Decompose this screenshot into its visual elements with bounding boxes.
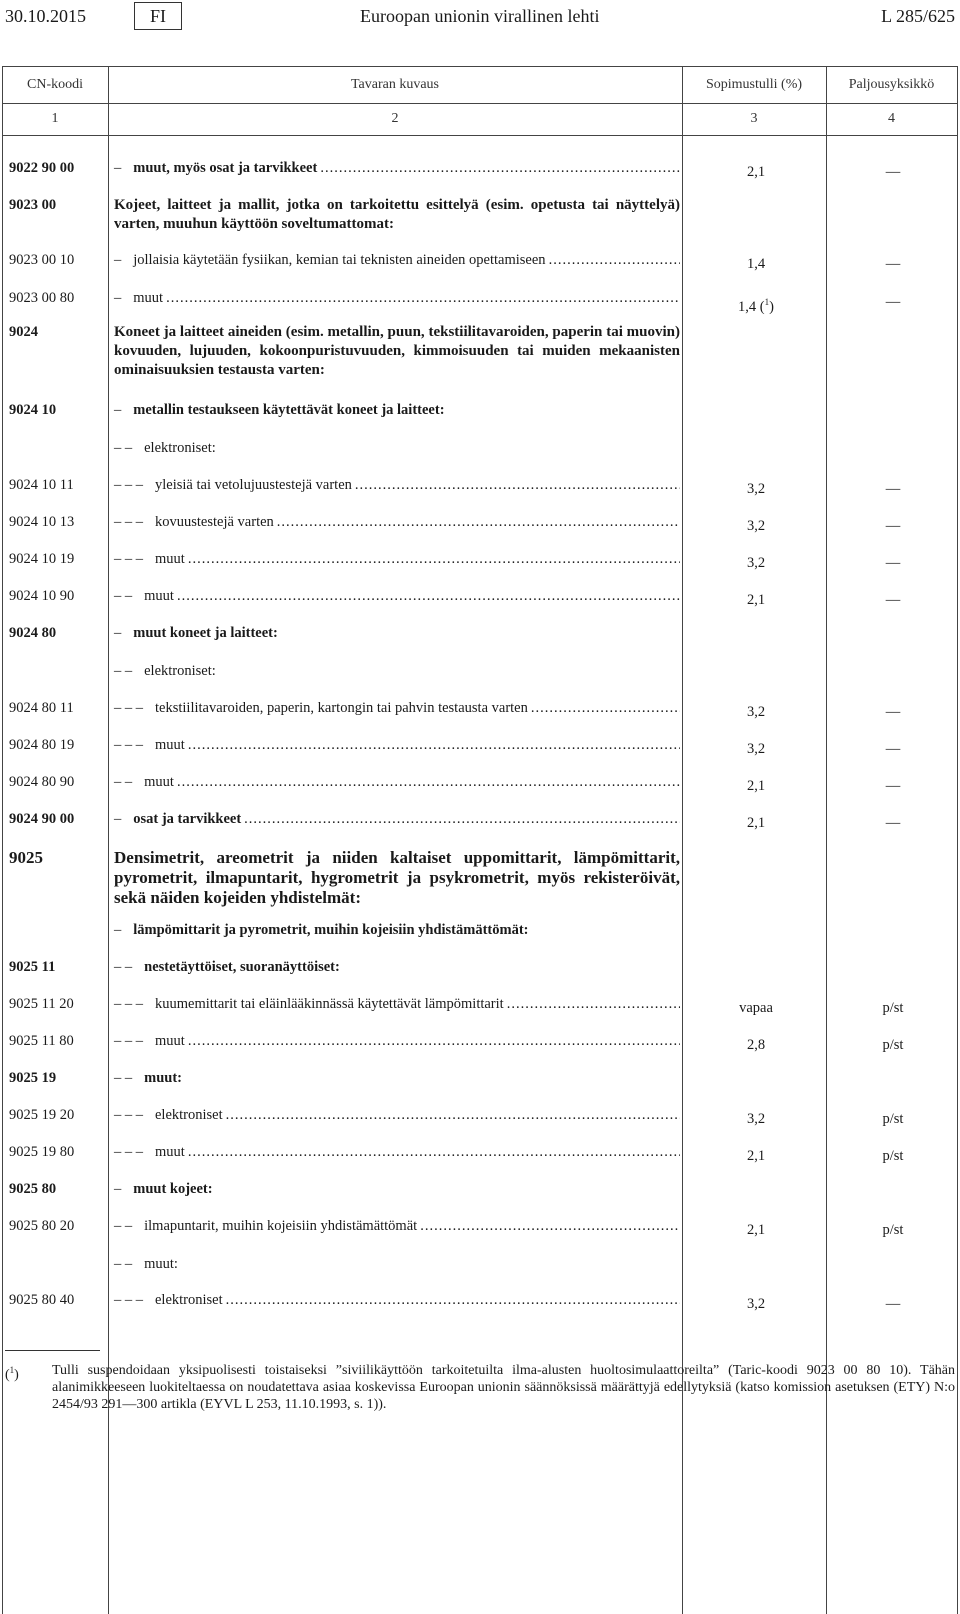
- duty-rate: 3,2: [746, 741, 766, 757]
- description-text: muut, myös osat ja tarvikkeet: [133, 160, 318, 176]
- supplementary-unit: —: [885, 256, 901, 272]
- description-text: nestetäyttöiset, suoranäyttöiset:: [144, 959, 340, 975]
- duty-rate: 1,4: [746, 256, 766, 272]
- dot-leader: [320, 159, 680, 178]
- footnote-marker: ($^1$): [5, 1365, 19, 1383]
- cn-code: 9025 11 20: [9, 996, 74, 1012]
- indent-dashes: – – –: [114, 737, 143, 753]
- duty-rate: 1,4 ($^1$): [738, 297, 774, 315]
- indent-dashes: – – –: [114, 514, 143, 530]
- duty-rate: 2,1: [746, 1222, 766, 1238]
- indent-dashes: – –: [114, 440, 133, 456]
- description: [114, 921, 680, 940]
- description-text: elektroniset:: [144, 440, 216, 456]
- cn-code: 9023 00 10: [9, 252, 75, 268]
- heading-text: Kojeet, laitteet ja mallit, jotka on tarkoitettu esittelyä (esim. opetusta tai näyttelyä) varten, muuhun käyttöön soveltumattomat:: [114, 197, 680, 232]
- cn-code: 9025 80 20: [9, 1218, 75, 1234]
- duty-rate: 2,1: [746, 1148, 766, 1164]
- cn-code: 9024 80 11: [9, 700, 74, 716]
- supplementary-unit: p/st: [882, 1000, 904, 1016]
- indent-dashes: – – –: [114, 477, 143, 493]
- supplementary-unit: p/st: [882, 1037, 904, 1053]
- description-text: kovuustestejä varten: [155, 514, 274, 530]
- description-text: muut: [155, 1144, 185, 1160]
- language-badge: FI: [134, 2, 182, 30]
- column-header-description: Tavaran kuvaus: [350, 77, 440, 92]
- cn-code: 9022 90 00: [9, 160, 75, 176]
- cn-code: 9025 19 20: [9, 1107, 75, 1123]
- supplementary-unit: —: [885, 555, 901, 571]
- description-text: muut:: [144, 1070, 182, 1086]
- duty-rate: 3,2: [746, 555, 766, 571]
- indent-dashes: –: [114, 252, 122, 268]
- description-text: kuumemittarit tai eläinlääkinnässä käytettävät lämpömittarit: [155, 996, 504, 1012]
- description: [114, 196, 680, 234]
- indent-dashes: –: [114, 922, 122, 938]
- description-text: muut: [133, 290, 164, 306]
- cn-code: 9024 10 90: [9, 588, 75, 604]
- duty-rate: 3,2: [746, 704, 766, 720]
- duty-rate: 2,1: [746, 592, 766, 608]
- page-number: L 285/625: [881, 6, 955, 26]
- indent-dashes: – – –: [114, 1292, 143, 1308]
- supplementary-unit: —: [885, 294, 901, 310]
- dot-leader: [549, 251, 680, 270]
- indent-dashes: –: [114, 402, 122, 418]
- dot-leader: [188, 1032, 680, 1051]
- indent-dashes: – – –: [114, 700, 143, 716]
- column-number-1: 1: [51, 111, 59, 126]
- supplementary-unit: p/st: [882, 1111, 904, 1127]
- journal-title: Euroopan unionin virallinen lehti: [360, 6, 600, 26]
- dot-leader: [226, 1291, 680, 1310]
- description: [114, 159, 680, 178]
- dot-leader: [277, 513, 680, 532]
- supplementary-unit: —: [885, 704, 901, 720]
- dot-leader: [420, 1217, 680, 1236]
- dot-leader: [177, 587, 680, 606]
- indent-dashes: – – –: [114, 1144, 143, 1160]
- description: [114, 1180, 680, 1199]
- description-text: elektroniset: [155, 1107, 223, 1123]
- indent-dashes: – – –: [114, 1033, 143, 1049]
- description-text: tekstiilitavaroiden, paperin, kartongin tai pahvin testausta varten: [155, 700, 528, 716]
- description: [114, 289, 680, 308]
- cn-code: 9024 80: [9, 625, 57, 641]
- supplementary-unit: —: [885, 164, 901, 180]
- page-header: [0, 0, 960, 40]
- description-text: elektroniset:: [144, 663, 216, 679]
- description-text: muut: [155, 1033, 185, 1049]
- description: [114, 958, 680, 977]
- supplementary-unit: —: [885, 481, 901, 497]
- description-text: yleisiä tai vetolujuustestejä varten: [155, 477, 352, 493]
- cn-code: 9025: [9, 848, 43, 867]
- duty-rate: 3,2: [746, 1296, 766, 1312]
- indent-dashes: – –: [114, 959, 133, 975]
- supplementary-unit: —: [885, 1296, 901, 1312]
- indent-dashes: –: [114, 625, 122, 641]
- description-text: osat ja tarvikkeet: [133, 811, 242, 827]
- cn-code: 9025 19 80: [9, 1144, 75, 1160]
- cn-code: 9023 00: [9, 197, 57, 213]
- dot-leader: [531, 699, 680, 718]
- heading-text: Koneet ja laitteet aineiden (esim. metallin, puun, tekstiilitavaroiden, paperin tai muovin) kovuuden, lujuuden, kokoonpuristuvuuden, kimmoisuuden tai muiden mekaanisten ominaisuuksien testausta varten:: [114, 324, 680, 378]
- indent-dashes: – –: [114, 1256, 133, 1272]
- supplementary-unit: p/st: [882, 1222, 904, 1238]
- description: [114, 476, 680, 495]
- description: [114, 439, 680, 458]
- cn-code: 9025 19: [9, 1070, 57, 1086]
- description: [114, 662, 680, 681]
- dot-leader: [226, 1106, 680, 1125]
- column-header-cn-code: CN-koodi: [27, 77, 83, 92]
- cn-code: 9024 10: [9, 402, 57, 418]
- column-header-duty: Sopimustulli (%): [705, 77, 803, 92]
- description-text: muut koneet ja laitteet:: [133, 625, 278, 641]
- indent-dashes: – – –: [114, 1107, 143, 1123]
- column-number-4: 4: [888, 111, 895, 126]
- indent-dashes: –: [114, 290, 122, 306]
- supplementary-unit: —: [885, 778, 901, 794]
- supplementary-unit: p/st: [882, 1148, 904, 1164]
- header-rule: [2, 103, 958, 104]
- duty-footnote-ref: ($^1$): [756, 297, 774, 315]
- table-top-rule: [2, 66, 958, 67]
- description-text: muut:: [144, 1256, 178, 1272]
- indent-dashes: –: [114, 811, 122, 827]
- indent-dashes: – –: [114, 1218, 133, 1234]
- indent-dashes: – –: [114, 1070, 133, 1086]
- dot-leader: [188, 736, 680, 755]
- description: [114, 810, 680, 829]
- description: [114, 773, 680, 792]
- dot-leader: [355, 476, 680, 495]
- description: [114, 624, 680, 643]
- description: [114, 587, 680, 606]
- supplementary-unit: —: [885, 815, 901, 831]
- indent-dashes: – –: [114, 774, 133, 790]
- column-number-rule: [2, 135, 958, 136]
- description: [114, 1106, 680, 1125]
- description: [114, 401, 680, 420]
- description-text: muut: [144, 774, 174, 790]
- cn-code: 9023 00 80: [9, 290, 75, 306]
- duty-rate: 2,1: [746, 815, 766, 831]
- indent-dashes: – – –: [114, 551, 143, 567]
- cn-code: 9025 11 80: [9, 1033, 74, 1049]
- dot-leader: [166, 289, 680, 308]
- description-text: elektroniset: [155, 1292, 223, 1308]
- cn-code: 9024 10 19: [9, 551, 75, 567]
- description: [114, 550, 680, 569]
- dot-leader: [188, 1143, 680, 1162]
- supplementary-unit: —: [885, 741, 901, 757]
- description: [114, 1217, 680, 1236]
- table-border-left: [2, 66, 3, 1614]
- cn-code: 9024 10 11: [9, 477, 74, 493]
- description: [114, 1143, 680, 1162]
- cn-code: 9024: [9, 324, 38, 340]
- indent-dashes: –: [114, 160, 122, 176]
- description: [114, 699, 680, 718]
- description: [114, 1069, 680, 1088]
- description: [114, 251, 680, 270]
- description: [114, 1291, 680, 1310]
- column-number-3: 3: [750, 111, 758, 126]
- description-text: muut: [155, 551, 185, 567]
- description: [114, 848, 680, 908]
- duty-rate: 3,2: [746, 481, 766, 497]
- publication-date: 30.10.2015: [5, 6, 86, 26]
- dot-leader: [177, 773, 680, 792]
- duty-rate: 2,8: [746, 1037, 766, 1053]
- dot-leader: [188, 550, 680, 569]
- description-text: ilmapuntarit, muihin kojeisiin yhdistämättömät: [144, 1218, 418, 1234]
- duty-rate: 3,2: [746, 1111, 766, 1127]
- duty-rate: 3,2: [746, 518, 766, 534]
- description: [114, 995, 680, 1014]
- supplementary-unit: —: [885, 518, 901, 534]
- description-text: muut kojeet:: [133, 1181, 213, 1197]
- column-header-unit: Paljousyksikkö: [848, 77, 935, 92]
- dot-leader: [244, 810, 680, 829]
- indent-dashes: – – –: [114, 996, 143, 1012]
- description-text: muut: [144, 588, 174, 604]
- column-number-2: 2: [391, 111, 399, 126]
- footnote-rule: [5, 1350, 100, 1351]
- footnote-text: Tulli suspendoidaan yksipuolisesti toistaiseksi ”siviilikäyttöön tarkoitetuilta ilma-alusten huoltosimulaattoreilta” (Taric-koodi 9023 00 80 10). Tähän alanimikkeeseen luokiteltaessa on noudatettava asiaa koskevissa Euroopan unionin säännöksissä määrättyjä edellytyksiä (katso komission asetuksen (ETY) N:o 2454/93 291—300 artikla (EYVL L 253, 11.10.1993, s. 1)).: [52, 1363, 955, 1412]
- duty-rate: 2,1: [746, 164, 766, 180]
- description-text: muut: [155, 737, 185, 753]
- indent-dashes: – –: [114, 588, 133, 604]
- heading-text: Densimetrit, areometrit ja niiden kaltaiset uppomittarit, lämpömittarit, pyrometrit, ilmapuntarit, hygrometrit ja psykrometrit, myös rekisteröivät, sekä näiden kojeiden yhdistelmät:: [114, 848, 680, 907]
- indent-dashes: –: [114, 1181, 122, 1197]
- description: [114, 1032, 680, 1051]
- cn-code: 9025 80 40: [9, 1292, 75, 1308]
- cn-code: 9024 80 19: [9, 737, 75, 753]
- indent-dashes: – –: [114, 663, 133, 679]
- description: [114, 736, 680, 755]
- cn-code: 9024 80 90: [9, 774, 75, 790]
- cn-code: 9024 90 00: [9, 811, 75, 827]
- description-text: jollaisia käytetään fysiikan, kemian tai teknisten aineiden opettamiseen: [133, 252, 546, 268]
- supplementary-unit: —: [885, 592, 901, 608]
- description: [114, 1255, 680, 1274]
- description-text: metallin testaukseen käytettävät koneet ja laitteet:: [133, 402, 445, 418]
- cn-code: 9024 10 13: [9, 514, 75, 530]
- duty-rate: vapaa: [739, 1000, 773, 1016]
- description: [114, 323, 680, 380]
- description: [114, 513, 680, 532]
- dot-leader: [507, 995, 680, 1014]
- description-text: lämpömittarit ja pyrometrit, muihin kojeisiin yhdistämättömät:: [133, 922, 529, 938]
- cn-code: 9025 11: [9, 959, 56, 975]
- cn-code: 9025 80: [9, 1181, 57, 1197]
- duty-rate: 2,1: [746, 778, 766, 794]
